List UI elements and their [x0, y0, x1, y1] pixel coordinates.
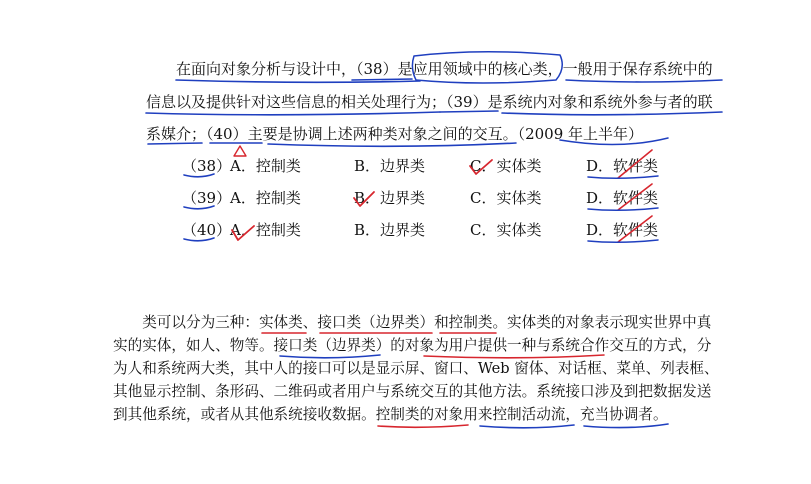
option-b: B．边界类: [354, 157, 426, 175]
option-b: B．边界类: [354, 221, 426, 239]
options-row-39: [182, 187, 702, 209]
explanation-line-4: 其他显示控制、条形码、二维码或者用户与系统交互的其他方法。系统接口涉及到把数据发送: [113, 383, 712, 400]
option-number: （39）: [182, 189, 232, 207]
blue-underline-line2-right: [502, 112, 722, 115]
option-d: D．软件类: [586, 157, 659, 175]
option-c: C．实体类: [470, 157, 542, 175]
option-number: （40）: [182, 221, 232, 239]
blue-underline-line2-left: [146, 112, 440, 115]
options-row-40: [182, 219, 702, 241]
option-a: A．控制类: [230, 221, 301, 239]
question-line-3: 系媒介；（40）主要是协调上述两种类对象之间的交互。（2009 年上半年）: [146, 125, 644, 143]
option-d: D．软件类: [586, 189, 659, 207]
explanation-line-2: 实的实体，如人、物等。接口类（边界类）的对象为用户提供一种与系统合作交互的方式，分: [113, 337, 712, 354]
blue-blank-38: [352, 79, 412, 80]
option-a: A．控制类: [230, 189, 301, 207]
option-a: A．控制类: [230, 157, 301, 175]
blue-underline-stem: [176, 80, 420, 82]
explanation-line-1: 类可以分为三种：实体类、接口类（边界类）和控制类。实体类的对象表示现实世界中真: [113, 314, 712, 331]
explanation-line-5: 到其他系统，或者从其他系统接收数据。控制类的对象用来控制活动流，充当协调者。: [113, 406, 668, 423]
blue-underline-activity-flow: [480, 425, 574, 428]
option-number: （38）: [182, 157, 232, 175]
red-underline-control-object: [378, 425, 468, 427]
question-line-1: 在面向对象分析与设计中，（38）是应用领域中的核心类，一般用于保存系统中的: [146, 60, 713, 78]
options-row-38: [182, 155, 702, 177]
blue-underline-line1-right: [566, 80, 722, 82]
option-c: C．实体类: [470, 189, 542, 207]
question-line-2: 信息以及提供针对这些信息的相关处理行为；（39）是系统内对象和系统外参与者的联: [146, 93, 713, 111]
option-d: D．软件类: [586, 221, 659, 239]
option-c: C．实体类: [470, 221, 542, 239]
option-b: B．边界类: [354, 189, 426, 207]
explanation-line-3: 为人和系统两大类，其中人的接口可以是显示屏、窗口、Web 窗体、对话框、菜单、列表框、: [113, 360, 719, 377]
